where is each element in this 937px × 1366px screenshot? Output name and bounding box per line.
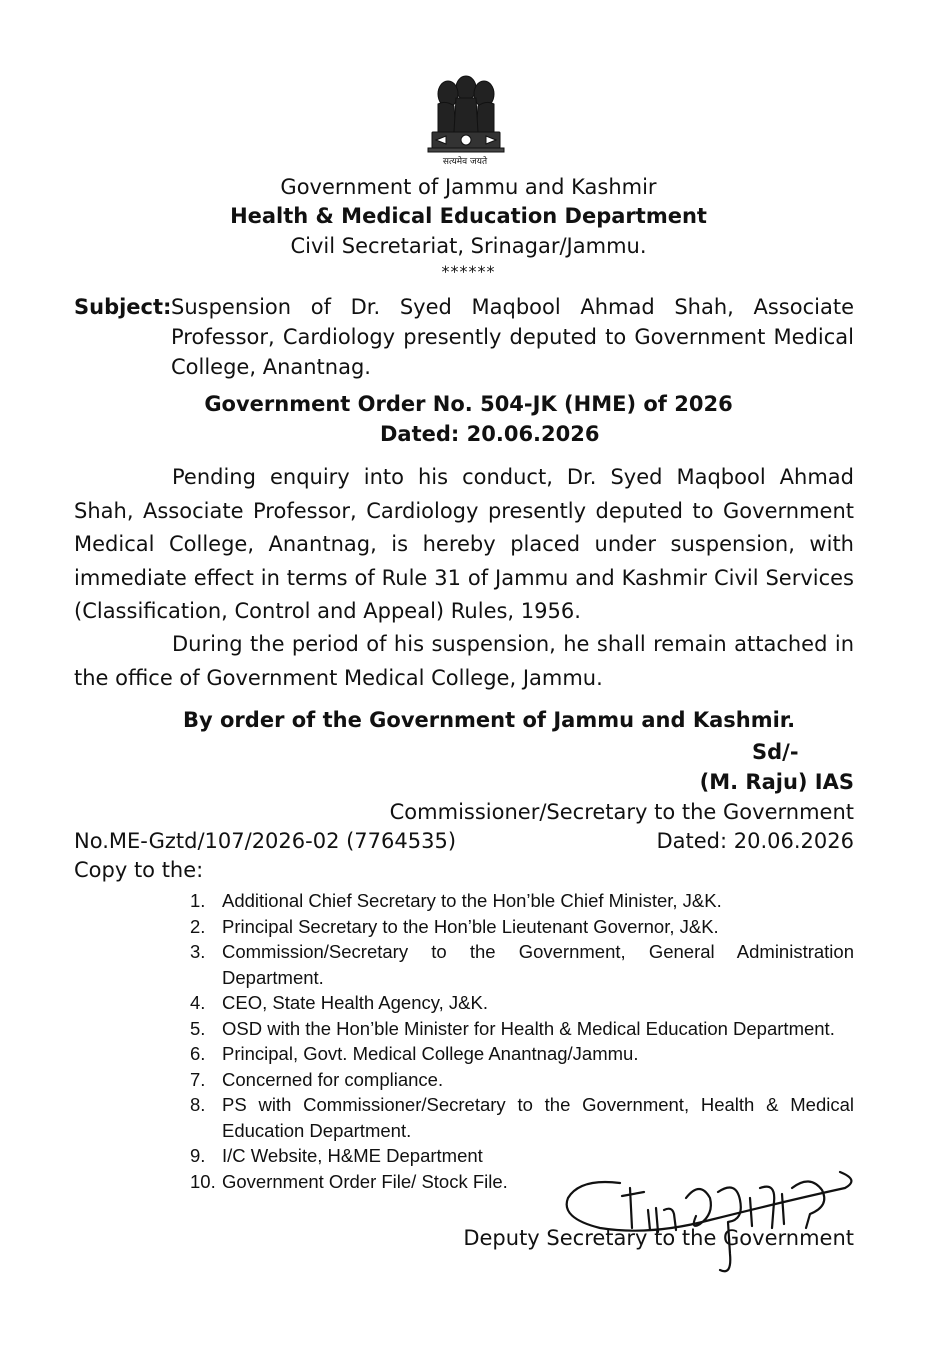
department-name: Health & Medical Education Department (230, 204, 707, 228)
copy-to-heading: Copy to the: (74, 858, 204, 882)
list-item-text: CEO, State Health Agency, J&K. (222, 992, 488, 1013)
list-item-number: 1. (190, 890, 206, 911)
list-item-number: 6. (190, 1043, 206, 1064)
signer-designation: Commissioner/Secretary to the Government (389, 800, 854, 824)
body-paragraph-1: Pending enquiry into his conduct, Dr. Syed Maqbool Ahmad Shah, Associate Professor, Cardiology presently deputed to Government Medical College, Anantnag, is hereby placed under suspension, with immediate effect in terms of Rule 31 of Jammu and Kashmir Civil Services (Classification, Control and Appeal) Rules, 1956. (74, 465, 854, 623)
reference-number: No.ME-Gztd/107/2026-02 (7764535) (74, 829, 457, 853)
sd-mark: Sd/- (752, 740, 799, 764)
list-item-text: Government Order File/ Stock File. (222, 1170, 508, 1192)
subject-text: Suspension of Dr. Syed Maqbool Ahmad Shah, Associate Professor, Cardiology presently deputed to Government Medical College, Anantnag. (171, 295, 854, 379)
list-item-text: Principal Secretary to the Hon’ble Lieutenant Governor, J&K. (222, 915, 719, 937)
list-item-text: OSD with the Hon’ble Minister for Health & Medical Education Department. (222, 1017, 835, 1039)
order-date: Dated: 20.06.2026 (380, 422, 600, 446)
list-item (190, 914, 854, 940)
body-paragraph-2: During the period of his suspension, he shall remain attached in the office of Government Medical College, Jammu. (74, 632, 854, 690)
subject-block (74, 292, 854, 382)
list-item-text: Additional Chief Secretary to the Hon’ble Chief Minister, J&K. (222, 890, 722, 911)
list-item-text: PS with Commissioner/Secretary to the Government, Health & Medical Education Department. (222, 1094, 854, 1141)
signer-name: (M. Raju) IAS (699, 770, 854, 794)
copy-to-list (190, 888, 854, 1194)
handwritten-signature (560, 1158, 860, 1283)
government-name: Government of Jammu and Kashmir (280, 175, 657, 199)
list-item-number: 7. (190, 1068, 206, 1090)
list-item-number: 10. (190, 1170, 216, 1192)
list-item-number: 4. (190, 992, 206, 1013)
list-item (190, 990, 854, 1016)
list-item-number: 3. (190, 941, 206, 962)
list-item (190, 1067, 854, 1093)
list-item (190, 1092, 854, 1143)
department-address: Civil Secretariat, Srinagar/Jammu. (290, 234, 647, 258)
list-item (190, 939, 854, 990)
list-item (190, 888, 854, 914)
emblem-motto: सत्यमेव जयते (442, 157, 488, 167)
list-item (190, 1016, 854, 1042)
list-item-number: 2. (190, 915, 206, 937)
subject-label: Subject: (74, 295, 172, 319)
list-item-text: Principal, Govt. Medical College Anantnag/Jammu. (222, 1043, 639, 1064)
by-order-line: By order of the Government of Jammu and Kashmir. (183, 708, 796, 732)
deputy-secretary-designation: Deputy Secretary to the Government (463, 1226, 854, 1250)
list-item-text: Concerned for compliance. (222, 1068, 444, 1090)
list-item-text: Commission/Secretary to the Government, General Administration Department. (222, 941, 854, 988)
order-number: Government Order No. 504-JK (HME) of 2026 (204, 392, 733, 416)
list-item-number: 8. (190, 1094, 206, 1115)
header-separator: ****** (441, 262, 496, 281)
list-item (190, 1041, 854, 1067)
list-item-number: 9. (190, 1145, 206, 1166)
reference-date: Dated: 20.06.2026 (656, 829, 854, 853)
list-item-text: I/C Website, H&ME Department (222, 1145, 483, 1166)
list-item-number: 5. (190, 1017, 206, 1039)
